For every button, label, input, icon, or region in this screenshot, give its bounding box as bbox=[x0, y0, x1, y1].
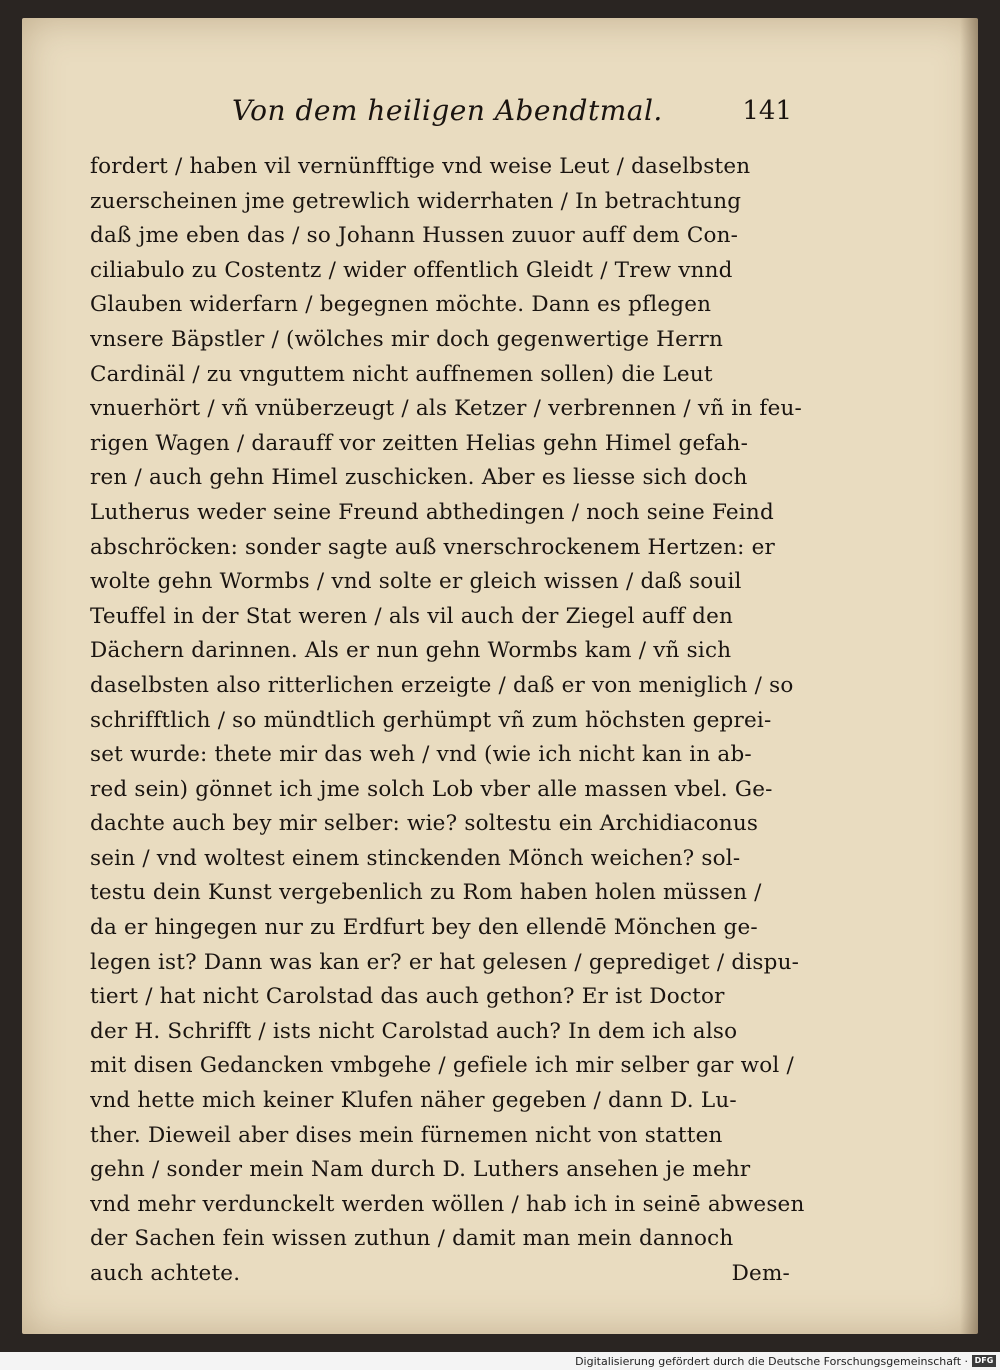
text-line: ren / auch gehn Himel zuschicken. Aber es liesse sich doch bbox=[90, 465, 748, 491]
text-line: tiert / hat nicht Carolstad das auch gethon? Er ist Doctor bbox=[90, 984, 725, 1010]
text-line: der H. Schrifft / ists nicht Carolstad auch? In dem ich also bbox=[90, 1018, 738, 1044]
text-line: abschröcken: sonder sagte auß vnerschrockenem Hertzen: er bbox=[90, 534, 776, 560]
text-line: set wurde: thete mir das weh / vnd (wie ich nicht kan in ab- bbox=[90, 742, 752, 768]
running-title: Von dem heiligen Abendtmal. bbox=[232, 94, 663, 127]
text-line: ther. Dieweil aber dises mein fürnemen nicht von statten bbox=[90, 1122, 723, 1148]
book-page bbox=[22, 18, 978, 1334]
text-line: zuerscheinen jme getrewlich widerrhaten / In betrachtung bbox=[90, 188, 742, 214]
page-number: 141 bbox=[742, 96, 792, 126]
text-line: sein / vnd woltest einem stinckenden Mönch weichen? sol- bbox=[90, 845, 741, 871]
text-line: dachte auch bey mir selber: wie? soltestu ein Archidiaconus bbox=[90, 811, 759, 837]
text-line: schrifftlich / so mündtlich gerhümpt vñ zum höchsten geprei- bbox=[90, 707, 772, 733]
text-line: vnd mehr verdunckelt werden wöllen / hab ich in seinē abwesen bbox=[90, 1191, 805, 1217]
text-line: fordert / haben vil vernünfftige vnd weise Leut / daselbsten bbox=[90, 154, 751, 179]
text-line: gehn / sonder mein Nam durch D. Luthers ansehen je mehr bbox=[90, 1157, 751, 1183]
text-line: Dächern darinnen. Als er nun gehn Wormbs kam / vñ sich bbox=[90, 638, 732, 664]
text-line: red sein) gönnet ich jme solch Lob vber alle massen vbel. Ge- bbox=[90, 776, 773, 802]
text-line: daß jme eben das / so Johann Hussen zuuor auff dem Con- bbox=[90, 223, 739, 249]
text-line: da er hingegen nur zu Erdfurt bey den ellendē Mönchen ge- bbox=[90, 915, 758, 941]
body-text bbox=[90, 150, 810, 1292]
page-header bbox=[232, 94, 792, 134]
page-shadow-edge bbox=[960, 18, 978, 1334]
text-line: ciliabulo zu Costentz / wider offentlich Gleidt / Trew vnnd bbox=[90, 257, 733, 283]
text-line: Glauben widerfarn / begegnen möchte. Dann es pflegen bbox=[90, 292, 712, 318]
text-line: mit disen Gedancken vmbgehe / gefiele ich mir selber gar wol / bbox=[90, 1053, 794, 1079]
final-line-text: auch achtete. bbox=[90, 1261, 241, 1286]
dfg-logo-icon: DFG bbox=[972, 1355, 996, 1367]
text-line: legen ist? Dann was kan er? er hat gelesen / geprediget / dispu- bbox=[90, 949, 800, 975]
text-line-last bbox=[90, 1257, 810, 1292]
text-line: daselbsten also ritterlichen erzeigte / daß er von meniglich / so bbox=[90, 672, 794, 698]
text-line: vnd hette mich keiner Klufen näher gegeben / dann D. Lu- bbox=[90, 1088, 737, 1114]
text-line: rigen Wagen / darauff vor zeitten Helias gehn Himel gefah- bbox=[90, 430, 749, 456]
text-line: wolte gehn Wormbs / vnd solte er gleich wissen / daß souil bbox=[90, 569, 742, 595]
text-line: testu dein Kunst vergebenlich zu Rom haben holen müssen / bbox=[90, 880, 762, 906]
text-line: der Sachen fein wissen zuthun / damit man mein dannoch bbox=[90, 1226, 734, 1252]
text-line: Teuffel in der Stat weren / als vil auch der Ziegel auff den bbox=[90, 603, 734, 629]
text-line: vnuerhört / vñ vnüberzeugt / als Ketzer / verbrennen / vñ in feu- bbox=[90, 396, 803, 422]
catchword: Dem- bbox=[731, 1261, 790, 1286]
text-line: Lutherus weder seine Freund abthedingen / noch seine Feind bbox=[90, 499, 774, 525]
footer-credit: Digitalisierung gefördert durch die Deutsche Forschungsgemeinschaft · bbox=[575, 1355, 968, 1368]
text-line: Cardinäl / zu vnguttem nicht auffnemen sollen) die Leut bbox=[90, 361, 713, 387]
text-line: vnsere Bäpstler / (wölches mir doch gegenwertige Herrn bbox=[90, 326, 724, 352]
footer-bar bbox=[0, 1352, 1000, 1370]
